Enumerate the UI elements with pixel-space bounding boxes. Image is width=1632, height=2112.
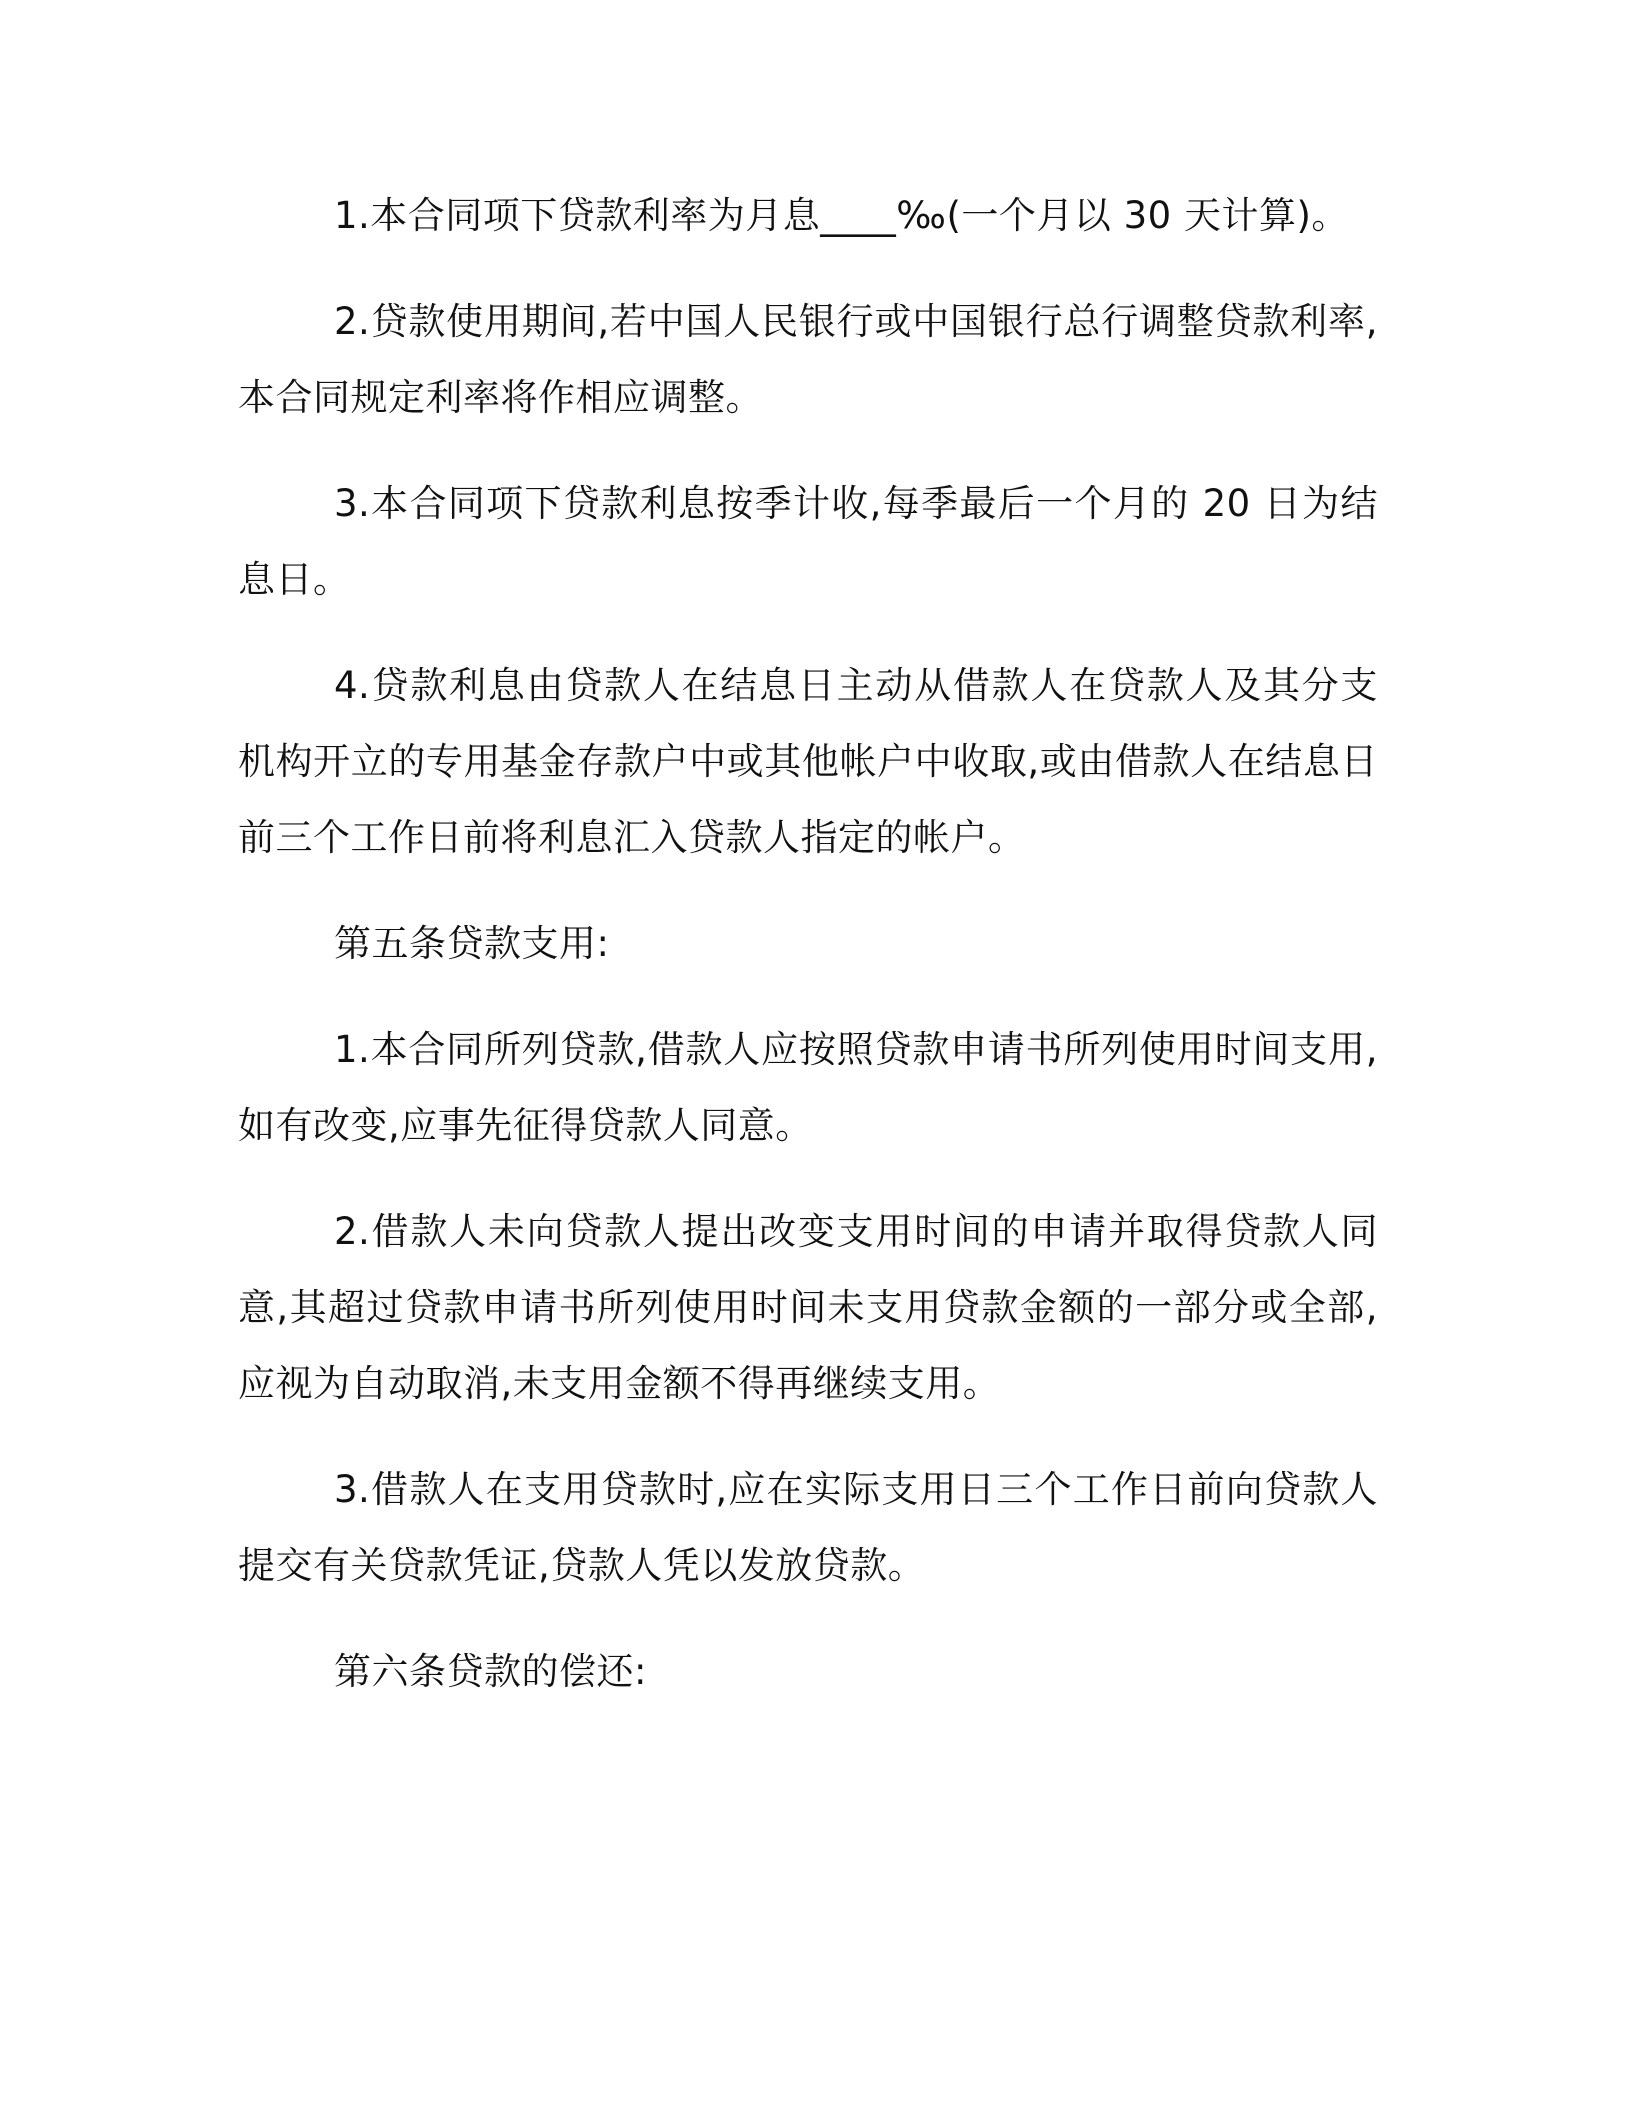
article-five-heading: 第五条贷款支用: [334, 922, 610, 965]
document-body [238, 178, 1378, 1740]
clause-interest-rate: 1.本合同项下贷款利率为月息____‰(一个月以 30 天计算)。 [334, 194, 1349, 237]
clause-rate-adjustment: 2.贷款使用期间,若中国人民银行或中国银行总行调整贷款利率,本合同规定利率将作相应调整。 [238, 300, 1378, 419]
clause-interest-collection: 3.本合同项下贷款利息按季计收,每季最后一个月的 20 日为结息日。 [238, 482, 1378, 601]
clause-drawdown-vouchers: 3.借款人在支用贷款时,应在实际支用日三个工作日前向贷款人提交有关贷款凭证,贷款人凭以发放贷款。 [238, 1468, 1378, 1587]
clause-drawdown-cancellation: 2.借款人未向贷款人提出改变支用时间的申请并取得贷款人同意,其超过贷款申请书所列使用时间未支用贷款金额的一部分或全部,应视为自动取消,未支用金额不得再继续支用。 [238, 1210, 1378, 1405]
clause-drawdown-schedule: 1.本合同所列贷款,借款人应按照贷款申请书所列使用时间支用,如有改变,应事先征得贷款人同意。 [238, 1028, 1378, 1147]
article-six-heading: 第六条贷款的偿还: [334, 1650, 647, 1693]
clause-interest-payment: 4.贷款利息由贷款人在结息日主动从借款人在贷款人及其分支机构开立的专用基金存款户中或其他帐户中收取,或由借款人在结息日前三个工作日前将利息汇入贷款人指定的帐户。 [238, 664, 1378, 859]
